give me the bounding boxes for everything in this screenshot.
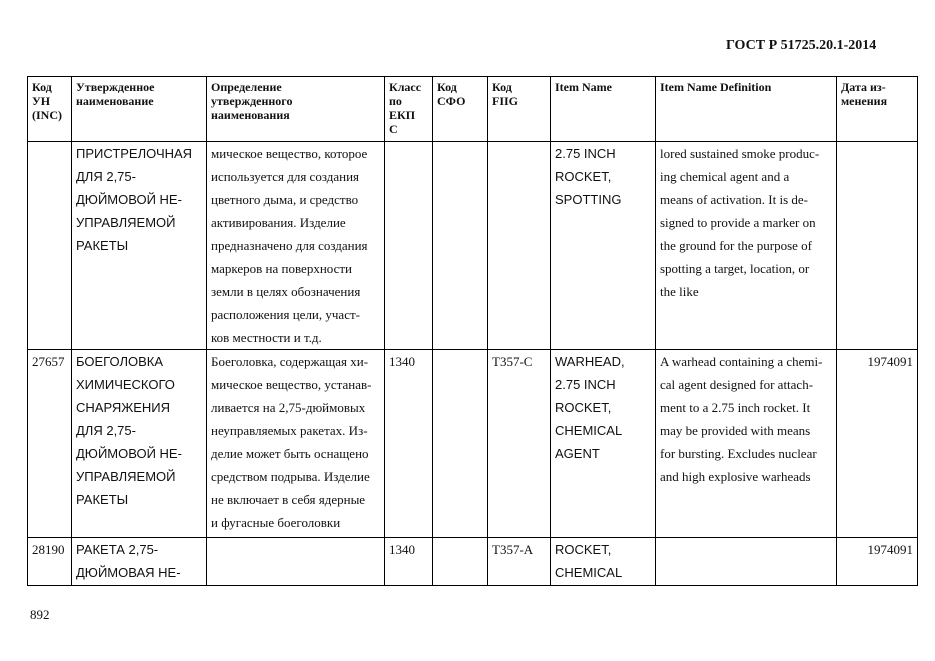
- cell-date: [837, 142, 918, 350]
- cell-class: 1340: [385, 538, 433, 586]
- cell-sfo: [433, 350, 488, 538]
- cell-item-name: ROCKET, CHEMICAL: [551, 538, 656, 586]
- table-row: [28, 142, 918, 350]
- cell-item-name: WARHEAD, 2.75 INCH ROCKET, CHEMICAL AGENT: [551, 350, 656, 538]
- page-number: 892: [30, 607, 50, 622]
- table-row: [28, 350, 918, 538]
- cell-definition: Боеголовка, содержащая хи- мическое вещество, устанав- ливается на 2,75-дюймовых неуправляемых ракетах. Из- делие может быть оснащено средством подрыва. Изделие не включает в себя ядерные и фугасные боеголовки: [207, 350, 385, 538]
- cell-sfo: [433, 538, 488, 586]
- document-standard-header: ГОСТ Р 51725.20.1-2014: [726, 38, 877, 53]
- header-code-sfo: Код СФО: [433, 77, 488, 142]
- cell-date: 1974091: [837, 350, 918, 538]
- table-header-row: [28, 77, 918, 142]
- cell-approved-name: БОЕГОЛОВКА ХИМИЧЕСКОГО СНАРЯЖЕНИЯ ДЛЯ 2,75- ДЮЙМОВОЙ НЕ- УПРАВЛЯЕМОЙ РАКЕТЫ: [72, 350, 207, 538]
- cell-approved-name: РАКЕТА 2,75- ДЮЙМОВАЯ НЕ-: [72, 538, 207, 586]
- cell-item-definition: A warhead containing a chemi- cal agent designed for attach- ment to a 2.75 inch rocket. It may be provided with means for bursting. Excludes nuclear and high explosive warheads: [656, 350, 837, 538]
- header-name-definition: Определение утвержденного наименования: [207, 77, 385, 142]
- header-approved-name: Утвержденное наименование: [72, 77, 207, 142]
- cell-fiig: [488, 142, 551, 350]
- cell-fiig: Т357-А: [488, 538, 551, 586]
- cell-approved-name: ПРИСТРЕЛОЧНАЯ ДЛЯ 2,75- ДЮЙМОВОЙ НЕ- УПРАВЛЯЕМОЙ РАКЕТЫ: [72, 142, 207, 350]
- header-item-name-definition: Item Name Definition: [656, 77, 837, 142]
- nomenclature-table: [27, 76, 918, 586]
- cell-class: [385, 142, 433, 350]
- cell-code: [28, 142, 72, 350]
- header-class-ekps: Класс по ЕКП С: [385, 77, 433, 142]
- header-change-date: Дата из- менения: [837, 77, 918, 142]
- cell-definition: [207, 538, 385, 586]
- cell-sfo: [433, 142, 488, 350]
- cell-item-definition: lored sustained smoke produc- ing chemical agent and a means of activation. It is de- signed to provide a marker on the ground for the purpose of spotting a target, location, or the like: [656, 142, 837, 350]
- header-code-un: Код УН (INC): [28, 77, 72, 142]
- header-code-fiig: Код FIIG: [488, 77, 551, 142]
- cell-code: 27657: [28, 350, 72, 538]
- cell-fiig: Т357-С: [488, 350, 551, 538]
- cell-code: 28190: [28, 538, 72, 586]
- header-item-name: Item Name: [551, 77, 656, 142]
- table-row: [28, 538, 918, 586]
- cell-item-name: 2.75 INCH ROCKET, SPOTTING: [551, 142, 656, 350]
- cell-item-definition: [656, 538, 837, 586]
- cell-date: 1974091: [837, 538, 918, 586]
- cell-class: 1340: [385, 350, 433, 538]
- cell-definition: мическое вещество, которое используется для создания цветного дыма, и средство активирования. Изделие предназначено для создания маркеров на поверхности земли в целях обозначения расположения цели, участ- ков местности и т.д.: [207, 142, 385, 350]
